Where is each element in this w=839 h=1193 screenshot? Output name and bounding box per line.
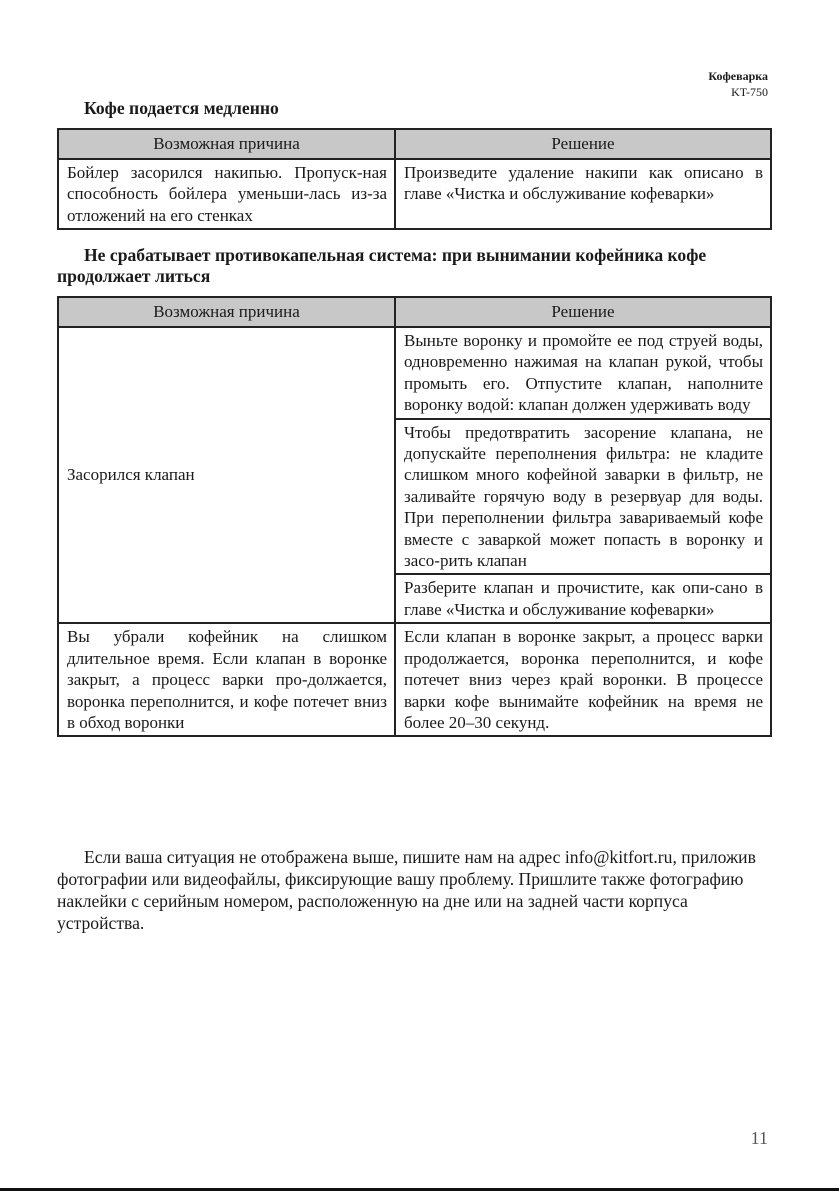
solution-cell: Разберите клапан и прочистите, как опи-сано в главе «Чистка и обслуживание кофеварки» xyxy=(395,574,771,623)
section-title-drip-stop: Не срабатывает противокапельная система: при вынимании кофейника кофе продолжает литься xyxy=(57,245,707,286)
page-header xyxy=(708,68,768,100)
bottom-divider xyxy=(0,1188,839,1191)
table-row xyxy=(58,159,771,229)
solution-cell: Если клапан в воронке закрыт, а процесс варки продолжается, воронка переполнится, и кофе потечет вниз через край воронки. В процессе варки кофе вынимайте кофейник на время не более 20–30 секунд. xyxy=(395,623,771,736)
column-header-solution: Решение xyxy=(395,129,771,159)
table-header-row xyxy=(58,129,771,159)
contact-paragraph: Если ваша ситуация не отображена выше, пишите нам на адрес info@kitfort.ru, приложив фотографии или видеофайлы, фиксирующие вашу проблему. Пришлите также фотографию наклейки с серийным номером, расположенную на дне или на задней части корпуса устройства. xyxy=(57,847,756,933)
troubleshooting-table-drip-stop xyxy=(57,296,772,737)
column-header-cause: Возможная причина xyxy=(58,129,395,159)
solution-cell: Произведите удаление накипи как описано в главе «Чистка и обслуживание кофеварки» xyxy=(395,159,771,229)
troubleshooting-table-slow-coffee xyxy=(57,128,772,230)
section-title-slow-coffee: Кофе подается медленно xyxy=(84,98,279,118)
table-header-row xyxy=(58,297,771,327)
solution-cell: Чтобы предотвратить засорение клапана, не допускайте переполнения фильтра: не кладите слишком много кофейной заварки в фильтр, не заливайте горячую воду в резервуар для воды. При переполнении фильтра завариваемый кофе вместе с заваркой может попасть в воронку и засо-рить клапан xyxy=(395,419,771,575)
table-row xyxy=(58,623,771,736)
solution-cell: Выньте воронку и промойте ее под струей воды, одновременно нажимая на клапан рукой, чтобы промыть его. Отпустите клапан, наполните воронку водой: клапан должен удерживать воду xyxy=(395,327,771,419)
cause-cell: Бойлер засорился накипью. Пропуск-ная способность бойлера уменьши-лась из-за отложений на его стенках xyxy=(58,159,395,229)
cause-cell: Вы убрали кофейник на слишком длительное время. Если клапан в воронке закрыт, а процесс варки про-должается, воронка переполнится, и кофе потечет вниз в обход воронки xyxy=(58,623,395,736)
table-row xyxy=(58,327,771,419)
header-model: KT-750 xyxy=(731,85,768,99)
column-header-solution: Решение xyxy=(395,297,771,327)
header-brand: Кофеварка xyxy=(708,69,768,83)
page-number: 11 xyxy=(750,1128,768,1148)
cause-cell: Засорился клапан xyxy=(58,327,395,623)
column-header-cause: Возможная причина xyxy=(58,297,395,327)
